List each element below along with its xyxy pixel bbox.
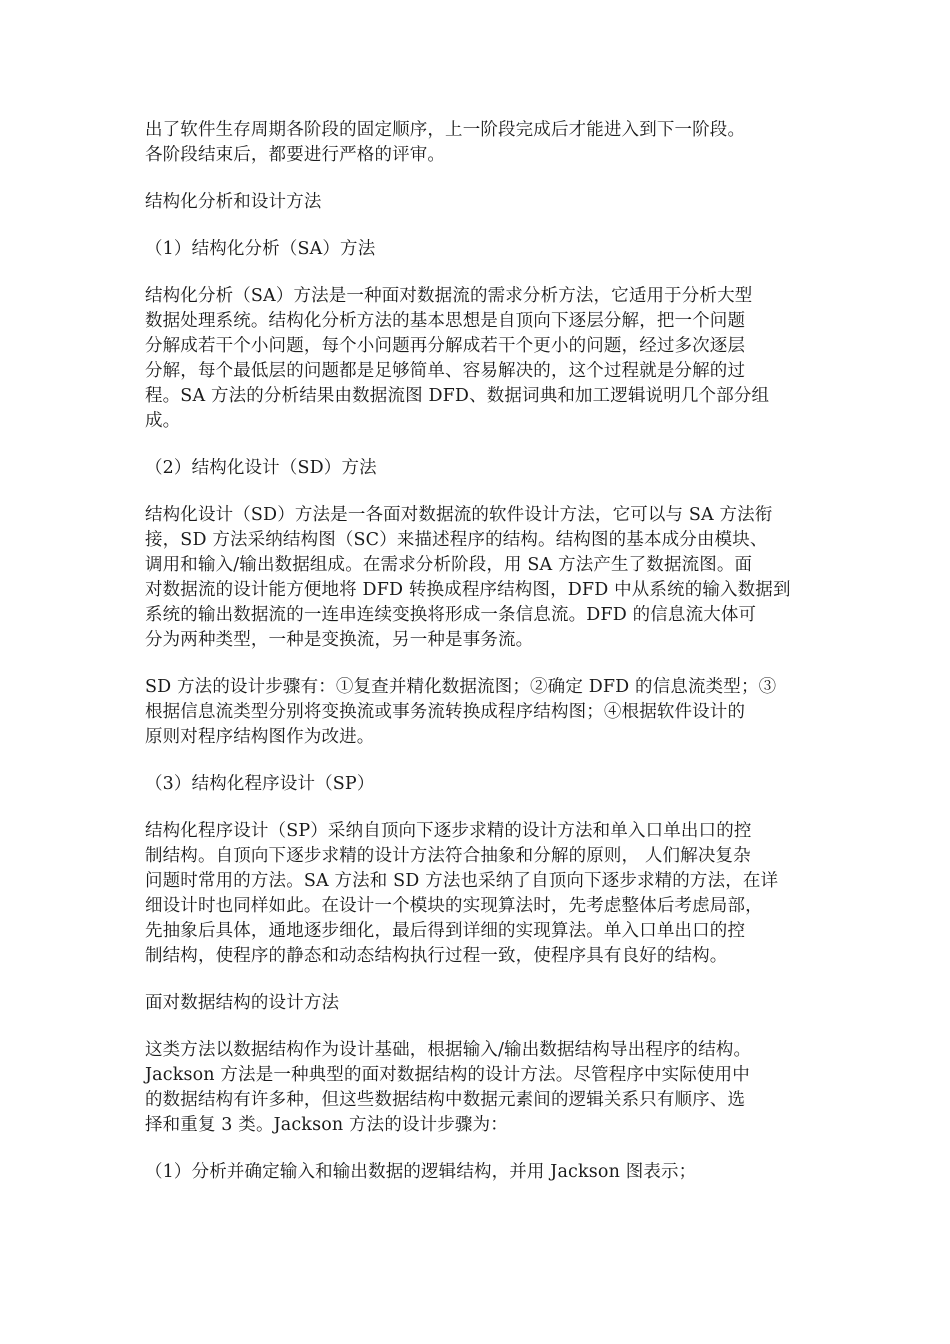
subheading-sd bbox=[145, 456, 810, 481]
heading-text: （1）结构化分析（SA）方法 bbox=[145, 239, 376, 259]
heading-text: （3）结构化程序设计（SP） bbox=[145, 774, 375, 794]
document-page bbox=[145, 118, 810, 1185]
section-heading-data-structure bbox=[145, 991, 810, 1016]
subheading-sa bbox=[145, 237, 810, 262]
text-line: 结构化分析（SA）方法是一种面对数据流的需求分析方法，它适用于分析大型 bbox=[145, 286, 753, 306]
text-line: 问题时常用的方法。SA 方法和 SD 方法也采纳了自顶向下逐步求精的方法，在详 bbox=[145, 871, 779, 891]
text-line: 的数据结构有许多种，但这些数据结构中数据元素间的逻辑关系只有顺序、选 bbox=[145, 1090, 746, 1110]
text-line: （1）分析并确定输入和输出数据的逻辑结构，并用 Jackson 图表示； bbox=[145, 1162, 697, 1182]
paragraph-sd-steps bbox=[145, 675, 810, 750]
text-line: 先抽象后具体，通地逐步细化，最后得到详细的实现算法。单入口单出口的控 bbox=[145, 921, 746, 941]
text-line: 制结构，使程序的静态和动态结构执行过程一致，使程序具有良好的结构。 bbox=[145, 946, 728, 966]
text-line: 原则对程序结构图作为改进。 bbox=[145, 727, 375, 747]
text-line: 数据处理系统。结构化分析方法的基本思想是自顶向下逐层分解，把一个问题 bbox=[145, 311, 746, 331]
subheading-sp bbox=[145, 772, 810, 797]
text-line: 择和重复 3 类。Jackson 方法的设计步骤为： bbox=[145, 1115, 508, 1135]
text-line: 分解成若干个小问题，每个小问题再分解成若干个更小的问题，经过多次逐层 bbox=[145, 336, 746, 356]
text-line: 出了软件生存周期各阶段的固定顺序，上一阶段完成后才能进入到下一阶段。 bbox=[145, 120, 746, 140]
heading-text: 结构化分析和设计方法 bbox=[145, 192, 322, 212]
text-line: 系统的输出数据流的一连串连续变换将形成一条信息流。DFD 的信息流大体可 bbox=[145, 605, 757, 625]
heading-text: （2）结构化设计（SD）方法 bbox=[145, 458, 377, 478]
text-line: 这类方法以数据结构作为设计基础，根据输入/输出数据结构导出程序的结构。 bbox=[145, 1040, 752, 1060]
text-line: 接，SD 方法采纳结构图（SC）来描述程序的结构。结构图的基本成分由模块、 bbox=[145, 530, 768, 550]
text-line: 制结构。自顶向下逐步求精的设计方法符合抽象和分解的原则， 人们解决复杂 bbox=[145, 846, 751, 866]
text-line: 结构化设计（SD）方法是一各面对数据流的软件设计方法，它可以与 SA 方法衔 bbox=[145, 505, 773, 525]
paragraph-sd bbox=[145, 503, 810, 653]
text-line: 分为两种类型，一种是变换流，另一种是事务流。 bbox=[145, 630, 534, 650]
paragraph-jackson bbox=[145, 1038, 810, 1138]
jackson-step-1 bbox=[145, 1160, 810, 1185]
paragraph-intro bbox=[145, 118, 810, 168]
text-line: 根据信息流类型分别将变换流或事务流转换成程序结构图；④根据软件设计的 bbox=[145, 702, 746, 722]
text-line: 结构化程序设计（SP）采纳自顶向下逐步求精的设计方法和单入口单出口的控 bbox=[145, 821, 752, 841]
paragraph-sa bbox=[145, 284, 810, 434]
text-line: 调用和输入/输出数据组成。在需求分析阶段，用 SA 方法产生了数据流图。面 bbox=[145, 555, 753, 575]
text-line: 各阶段结束后，都要进行严格的评审。 bbox=[145, 145, 446, 165]
text-line: 对数据流的设计能方便地将 DFD 转换成程序结构图，DFD 中从系统的输入数据到 bbox=[145, 580, 791, 600]
text-line: 程。SA 方法的分析结果由数据流图 DFD、数据词典和加工逻辑说明几个部分组 bbox=[145, 386, 770, 406]
text-line: 细设计时也同样如此。在设计一个模块的实现算法时，先考虑整体后考虑局部， bbox=[145, 896, 763, 916]
text-line: Jackson 方法是一种典型的面对数据结构的设计方法。尽管程序中实际使用中 bbox=[145, 1065, 750, 1085]
paragraph-sp bbox=[145, 819, 810, 969]
section-heading-structured bbox=[145, 190, 810, 215]
heading-text: 面对数据结构的设计方法 bbox=[145, 993, 340, 1013]
text-line: 成。 bbox=[145, 411, 181, 431]
text-line: 分解，每个最低层的问题都是足够简单、容易解决的，这个过程就是分解的过 bbox=[145, 361, 746, 381]
text-line: SD 方法的设计步骤有：①复查并精化数据流图；②确定 DFD 的信息流类型；③ bbox=[145, 677, 777, 697]
